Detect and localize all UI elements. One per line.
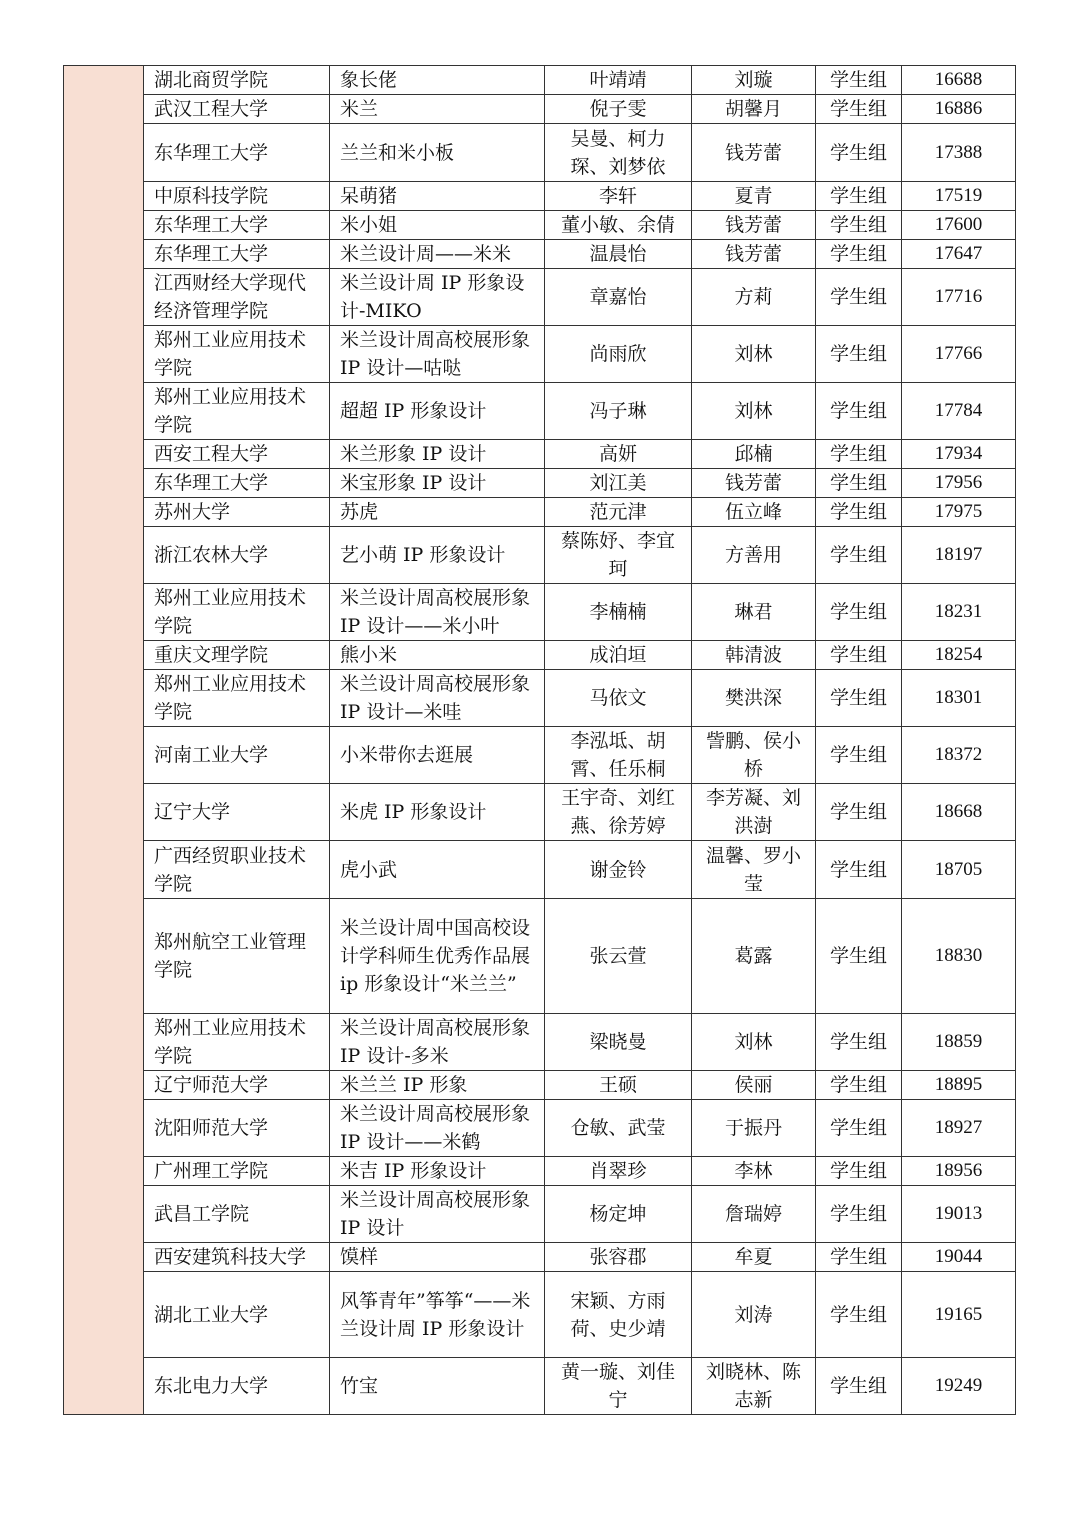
group-cell: 学生组 — [816, 527, 902, 584]
entry-number-cell: 17956 — [902, 469, 1016, 498]
work-title-cell: 风筝青年”筝筝“——米兰设计周 IP 形象设计 — [330, 1272, 545, 1358]
authors-cell: 范元津 — [545, 498, 692, 527]
university-cell: 武昌工学院 — [144, 1186, 330, 1243]
group-cell: 学生组 — [816, 326, 902, 383]
authors-cell: 梁晓曼 — [545, 1014, 692, 1071]
authors-cell: 倪子雯 — [545, 95, 692, 124]
group-cell: 学生组 — [816, 899, 902, 1014]
university-cell: 郑州工业应用技术学院 — [144, 1014, 330, 1071]
university-cell: 郑州工业应用技术学院 — [144, 670, 330, 727]
entry-number-cell: 18705 — [902, 841, 1016, 899]
entry-number-cell: 19249 — [902, 1358, 1016, 1415]
tutor-cell: 方莉 — [692, 269, 816, 326]
university-cell: 郑州工业应用技术学院 — [144, 584, 330, 641]
authors-cell: 黄一璇、刘佳宁 — [545, 1358, 692, 1415]
university-cell: 西安工程大学 — [144, 440, 330, 469]
work-title-cell: 米兰设计周高校展形象 IP 设计——米小叶 — [330, 584, 545, 641]
table-row — [64, 1272, 1016, 1358]
work-title-cell: 超超 IP 形象设计 — [330, 383, 545, 440]
work-title-cell: 熊小米 — [330, 641, 545, 670]
tutor-cell: 琳君 — [692, 584, 816, 641]
tutor-cell: 侯丽 — [692, 1071, 816, 1100]
authors-cell: 刘江美 — [545, 469, 692, 498]
table-row — [64, 1157, 1016, 1186]
tutor-cell: 邱楠 — [692, 440, 816, 469]
table-row — [64, 670, 1016, 727]
group-cell: 学生组 — [816, 1358, 902, 1415]
table-row — [64, 584, 1016, 641]
tutor-cell: 李芳凝、刘洪澍 — [692, 784, 816, 841]
entry-number-cell: 18956 — [902, 1157, 1016, 1186]
entry-number-cell: 18668 — [902, 784, 1016, 841]
entry-number-cell: 18927 — [902, 1100, 1016, 1157]
table-row — [64, 66, 1016, 95]
work-title-cell: 米兰兰 IP 形象 — [330, 1071, 545, 1100]
tutor-cell: 牟夏 — [692, 1243, 816, 1272]
table-row — [64, 95, 1016, 124]
authors-cell: 尚雨欣 — [545, 326, 692, 383]
group-cell: 学生组 — [816, 269, 902, 326]
university-cell: 江西财经大学现代经济管理学院 — [144, 269, 330, 326]
university-cell: 河南工业大学 — [144, 727, 330, 784]
entry-number-cell: 16688 — [902, 66, 1016, 95]
work-title-cell: 竹宝 — [330, 1358, 545, 1415]
work-title-cell: 艺小萌 IP 形象设计 — [330, 527, 545, 584]
tutor-cell: 李林 — [692, 1157, 816, 1186]
work-title-cell: 米兰设计周高校展形象 IP 设计-多米 — [330, 1014, 545, 1071]
tutor-cell: 温馨、罗小莹 — [692, 841, 816, 899]
work-title-cell: 米宝形象 IP 设计 — [330, 469, 545, 498]
group-cell: 学生组 — [816, 240, 902, 269]
table-row — [64, 1358, 1016, 1415]
university-cell: 浙江农林大学 — [144, 527, 330, 584]
university-cell: 广西经贸职业技术学院 — [144, 841, 330, 899]
authors-cell: 高妍 — [545, 440, 692, 469]
table-row — [64, 899, 1016, 1014]
entry-number-cell: 18197 — [902, 527, 1016, 584]
entry-number-cell: 17600 — [902, 211, 1016, 240]
work-title-cell: 象长佬 — [330, 66, 545, 95]
university-cell: 东华理工大学 — [144, 124, 330, 182]
table-row — [64, 841, 1016, 899]
table-row — [64, 440, 1016, 469]
work-title-cell: 米兰设计周中国高校设计学科师生优秀作品展 ip 形象设计“米兰兰” — [330, 899, 545, 1014]
tutor-cell: 于振丹 — [692, 1100, 816, 1157]
university-cell: 湖北工业大学 — [144, 1272, 330, 1358]
authors-cell: 李轩 — [545, 182, 692, 211]
work-title-cell: 米兰设计周高校展形象 IP 设计—咕哒 — [330, 326, 545, 383]
tutor-cell: 韩清波 — [692, 641, 816, 670]
table-row — [64, 727, 1016, 784]
work-title-cell: 米兰设计周高校展形象 IP 设计 — [330, 1186, 545, 1243]
entry-number-cell: 17934 — [902, 440, 1016, 469]
tutor-cell: 詹瑞婷 — [692, 1186, 816, 1243]
university-cell: 东华理工大学 — [144, 469, 330, 498]
group-cell: 学生组 — [816, 124, 902, 182]
tutor-cell: 钱芳蕾 — [692, 124, 816, 182]
university-cell: 辽宁大学 — [144, 784, 330, 841]
entry-number-cell: 17784 — [902, 383, 1016, 440]
university-cell: 东华理工大学 — [144, 211, 330, 240]
group-cell: 学生组 — [816, 66, 902, 95]
authors-cell: 叶靖靖 — [545, 66, 692, 95]
tutor-cell: 钱芳蕾 — [692, 240, 816, 269]
work-title-cell: 米兰 — [330, 95, 545, 124]
table-row — [64, 498, 1016, 527]
university-cell: 重庆文理学院 — [144, 641, 330, 670]
table-row — [64, 124, 1016, 182]
university-cell: 郑州航空工业管理学院 — [144, 899, 330, 1014]
authors-cell: 杨定坤 — [545, 1186, 692, 1243]
work-title-cell: 苏虎 — [330, 498, 545, 527]
authors-cell: 章嘉怡 — [545, 269, 692, 326]
work-title-cell: 米兰设计周 IP 形象设计-MIKO — [330, 269, 545, 326]
university-cell: 辽宁师范大学 — [144, 1071, 330, 1100]
entry-number-cell: 16886 — [902, 95, 1016, 124]
table-row — [64, 641, 1016, 670]
tutor-cell: 刘璇 — [692, 66, 816, 95]
tutor-cell: 钱芳蕾 — [692, 211, 816, 240]
authors-cell: 张容郡 — [545, 1243, 692, 1272]
table-body — [64, 66, 1016, 1415]
group-cell: 学生组 — [816, 1157, 902, 1186]
tutor-cell: 刘涛 — [692, 1272, 816, 1358]
authors-cell: 王宇奇、刘红燕、徐芳婷 — [545, 784, 692, 841]
tutor-cell: 胡馨月 — [692, 95, 816, 124]
university-cell: 沈阳师范大学 — [144, 1100, 330, 1157]
entry-number-cell: 18895 — [902, 1071, 1016, 1100]
table-row — [64, 211, 1016, 240]
authors-cell: 仓敏、武莹 — [545, 1100, 692, 1157]
entry-number-cell: 18830 — [902, 899, 1016, 1014]
work-title-cell: 呆萌猪 — [330, 182, 545, 211]
tutor-cell: 樊洪深 — [692, 670, 816, 727]
work-title-cell: 米兰设计周——米米 — [330, 240, 545, 269]
authors-cell: 王硕 — [545, 1071, 692, 1100]
authors-cell: 肖翠珍 — [545, 1157, 692, 1186]
university-cell: 郑州工业应用技术学院 — [144, 326, 330, 383]
group-cell: 学生组 — [816, 641, 902, 670]
authors-cell: 马依文 — [545, 670, 692, 727]
work-title-cell: 米吉 IP 形象设计 — [330, 1157, 545, 1186]
table-row — [64, 182, 1016, 211]
table-row — [64, 383, 1016, 440]
authors-cell: 李泓坻、胡霄、任乐桐 — [545, 727, 692, 784]
entry-number-cell: 17975 — [902, 498, 1016, 527]
authors-cell: 宋颖、方雨荷、史少靖 — [545, 1272, 692, 1358]
table-row — [64, 784, 1016, 841]
group-cell: 学生组 — [816, 1014, 902, 1071]
table-row — [64, 269, 1016, 326]
table-row — [64, 1243, 1016, 1272]
entry-number-cell: 18254 — [902, 641, 1016, 670]
work-title-cell: 米小姐 — [330, 211, 545, 240]
university-cell: 郑州工业应用技术学院 — [144, 383, 330, 440]
table-row — [64, 469, 1016, 498]
entry-number-cell: 18231 — [902, 584, 1016, 641]
group-cell: 学生组 — [816, 784, 902, 841]
entry-number-cell: 17766 — [902, 326, 1016, 383]
group-cell: 学生组 — [816, 1186, 902, 1243]
entry-number-cell: 18859 — [902, 1014, 1016, 1071]
authors-cell: 吴曼、柯力琛、刘梦依 — [545, 124, 692, 182]
entry-number-cell: 19165 — [902, 1272, 1016, 1358]
group-cell: 学生组 — [816, 1243, 902, 1272]
document-page — [63, 65, 1015, 1415]
group-cell: 学生组 — [816, 383, 902, 440]
entry-number-cell: 19044 — [902, 1243, 1016, 1272]
tutor-cell: 夏青 — [692, 182, 816, 211]
table-row — [64, 527, 1016, 584]
work-title-cell: 小米带你去逛展 — [330, 727, 545, 784]
work-title-cell: 米兰形象 IP 设计 — [330, 440, 545, 469]
authors-cell: 冯子琳 — [545, 383, 692, 440]
group-cell: 学生组 — [816, 469, 902, 498]
university-cell: 东北电力大学 — [144, 1358, 330, 1415]
category-side-cell — [64, 66, 144, 1415]
group-cell: 学生组 — [816, 670, 902, 727]
authors-cell: 董小敏、余倩 — [545, 211, 692, 240]
entry-number-cell: 18372 — [902, 727, 1016, 784]
group-cell: 学生组 — [816, 498, 902, 527]
group-cell: 学生组 — [816, 95, 902, 124]
authors-cell: 成泊垣 — [545, 641, 692, 670]
authors-cell: 温晨怡 — [545, 240, 692, 269]
table-row — [64, 1014, 1016, 1071]
entry-number-cell: 17647 — [902, 240, 1016, 269]
table-row — [64, 1186, 1016, 1243]
entry-number-cell: 17716 — [902, 269, 1016, 326]
group-cell: 学生组 — [816, 584, 902, 641]
table-row — [64, 240, 1016, 269]
entry-number-cell: 17519 — [902, 182, 1016, 211]
group-cell: 学生组 — [816, 1272, 902, 1358]
authors-cell: 谢金铃 — [545, 841, 692, 899]
tutor-cell: 刘林 — [692, 1014, 816, 1071]
entry-number-cell: 17388 — [902, 124, 1016, 182]
university-cell: 广州理工学院 — [144, 1157, 330, 1186]
awards-table — [63, 65, 1016, 1415]
entry-number-cell: 19013 — [902, 1186, 1016, 1243]
group-cell: 学生组 — [816, 841, 902, 899]
tutor-cell: 訾鹏、侯小桥 — [692, 727, 816, 784]
work-title-cell: 馍样 — [330, 1243, 545, 1272]
group-cell: 学生组 — [816, 727, 902, 784]
university-cell: 西安建筑科技大学 — [144, 1243, 330, 1272]
tutor-cell: 刘林 — [692, 383, 816, 440]
group-cell: 学生组 — [816, 440, 902, 469]
tutor-cell: 葛露 — [692, 899, 816, 1014]
work-title-cell: 虎小武 — [330, 841, 545, 899]
group-cell: 学生组 — [816, 182, 902, 211]
table-row — [64, 1071, 1016, 1100]
group-cell: 学生组 — [816, 1071, 902, 1100]
group-cell: 学生组 — [816, 1100, 902, 1157]
university-cell: 湖北商贸学院 — [144, 66, 330, 95]
university-cell: 东华理工大学 — [144, 240, 330, 269]
work-title-cell: 米兰设计周高校展形象 IP 设计——米鹤 — [330, 1100, 545, 1157]
tutor-cell: 伍立峰 — [692, 498, 816, 527]
authors-cell: 李楠楠 — [545, 584, 692, 641]
tutor-cell: 刘晓林、陈志新 — [692, 1358, 816, 1415]
tutor-cell: 方善用 — [692, 527, 816, 584]
university-cell: 苏州大学 — [144, 498, 330, 527]
table-row — [64, 1100, 1016, 1157]
tutor-cell: 刘林 — [692, 326, 816, 383]
authors-cell: 蔡陈妤、李宜珂 — [545, 527, 692, 584]
group-cell: 学生组 — [816, 211, 902, 240]
tutor-cell: 钱芳蕾 — [692, 469, 816, 498]
work-title-cell: 兰兰和米小板 — [330, 124, 545, 182]
university-cell: 武汉工程大学 — [144, 95, 330, 124]
work-title-cell: 米虎 IP 形象设计 — [330, 784, 545, 841]
entry-number-cell: 18301 — [902, 670, 1016, 727]
authors-cell: 张云萱 — [545, 899, 692, 1014]
table-row — [64, 326, 1016, 383]
work-title-cell: 米兰设计周高校展形象 IP 设计—米哇 — [330, 670, 545, 727]
university-cell: 中原科技学院 — [144, 182, 330, 211]
